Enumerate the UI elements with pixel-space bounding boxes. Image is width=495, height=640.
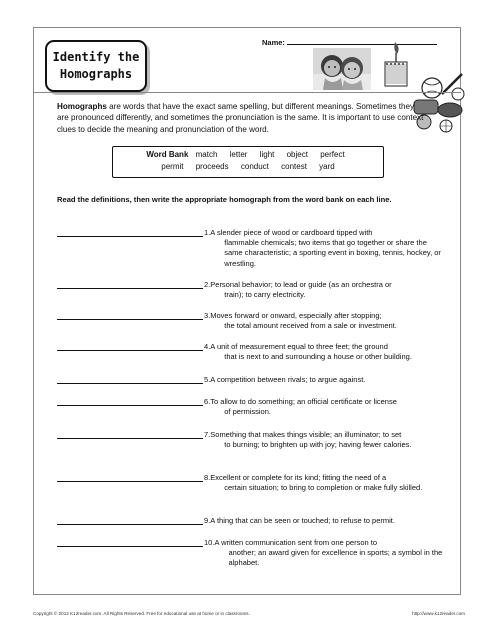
- answer-blank[interactable]: [57, 430, 203, 439]
- definition-text: [210, 342, 447, 362]
- definition-text: [210, 430, 447, 450]
- word-bank: [112, 146, 384, 178]
- answer-blank[interactable]: [57, 280, 203, 289]
- word-bank-label: Word Bank: [146, 150, 189, 159]
- name-blank-line[interactable]: [287, 44, 437, 45]
- definition-continuation: another; an award given for excellence in sports; a symbol in the alphabet.: [228, 548, 443, 568]
- definition-continuation: of permission.: [224, 407, 271, 417]
- definition-line-1: Something that makes things visible; an illuminator; to set: [210, 430, 402, 439]
- definition-line-1: A thing that can be seen or touched; to refuse to permit.: [210, 516, 395, 525]
- definition-item: [57, 430, 447, 450]
- definition-line-1: A unit of measurement equal to three feet; the ground: [210, 342, 388, 351]
- definition-item: [57, 516, 447, 526]
- children-photo: [313, 48, 371, 90]
- definition-line-1: Excellent or complete for its kind; fitting the need of a: [210, 473, 387, 482]
- definition-number: 9.: [204, 516, 211, 525]
- definition-number: 7.: [204, 430, 211, 439]
- definition-continuation: to burning; to brighten up with joy; having fewer calories.: [224, 440, 412, 450]
- definition-text: [210, 311, 447, 331]
- definition-item: [57, 342, 447, 362]
- definition-number: 4.: [204, 342, 211, 351]
- definition-line-1: A competition between rivals; to argue against.: [210, 375, 366, 384]
- word-bank-word: proceeds: [195, 161, 229, 171]
- intro-text: are words that have the exact same spelling, but different meanings. Sometimes they are pronounced differently, and sometimes the pronunciation is the same. It is important to use context clues to decide the meaning and pronunciation of the word.: [57, 102, 424, 134]
- intro-term: Homographs: [57, 102, 107, 111]
- word-bank-word: conduct: [240, 161, 269, 171]
- definition-line-1: Moves forward or onward, especially after stopping;: [210, 311, 382, 320]
- word-bank-word: object: [286, 150, 308, 159]
- word-bank-word: perfect: [320, 150, 345, 159]
- definition-text: [210, 516, 447, 526]
- word-bank-word: yard: [319, 161, 335, 171]
- definition-text: [210, 473, 447, 493]
- answer-blank[interactable]: [57, 473, 203, 482]
- definition-number: 10.: [204, 538, 215, 547]
- definition-continuation: flammable chemicals; two items that go together or share the same characteristic; a sporting event in boxing, tennis, hockey, or wrestling.: [224, 238, 441, 268]
- definition-text: [214, 538, 447, 569]
- word-bank-word: permit: [161, 161, 184, 171]
- definition-text: [210, 228, 447, 269]
- answer-blank[interactable]: [57, 342, 203, 351]
- answer-blank[interactable]: [57, 228, 203, 237]
- title-line-1: Identify the: [52, 50, 140, 64]
- footer-copyright: Copyright © 2012 K12reader.com. All Rights Reserved. Free for educational use at home or in classrooms.: [33, 611, 250, 616]
- word-bank-word: match: [195, 150, 218, 159]
- definition-item: [57, 538, 447, 569]
- answer-blank[interactable]: [57, 516, 203, 525]
- word-bank-row-1: [117, 149, 379, 161]
- answer-blank[interactable]: [57, 375, 203, 384]
- definition-line-1: A slender piece of wood or cardboard tipped with: [210, 228, 373, 237]
- definition-line-1: A written communication sent from one person to: [214, 538, 378, 547]
- definition-item: [57, 311, 447, 331]
- definition-number: 6.: [204, 397, 211, 406]
- definition-item: [57, 397, 447, 417]
- answer-blank[interactable]: [57, 311, 203, 320]
- definition-line-1: Personal behavior; to lead or guide (as an orchestra or: [210, 280, 392, 289]
- word-bank-row-2: [117, 161, 379, 173]
- header-divider: [33, 92, 461, 93]
- definition-continuation: train); to carry electricity.: [224, 290, 306, 300]
- footer-url[interactable]: http://www.k12reader.com: [412, 611, 465, 616]
- definition-text: [210, 397, 447, 417]
- definition-number: 1.: [204, 228, 211, 237]
- definition-item: [57, 473, 447, 493]
- definition-text: [210, 280, 447, 300]
- word-bank-word: contest: [281, 161, 307, 171]
- definition-continuation: the total amount received from a sale or investment.: [224, 321, 397, 331]
- word-bank-word: letter: [229, 150, 248, 159]
- matchbox-icon: [381, 40, 411, 90]
- definition-item: [57, 228, 447, 269]
- definition-number: 3.: [204, 311, 211, 320]
- name-label: Name:: [262, 38, 285, 47]
- answer-blank[interactable]: [57, 538, 203, 547]
- definition-text: [210, 375, 447, 385]
- definition-line-1: To allow to do something; an official certificate or license: [210, 397, 397, 406]
- definition-number: 2.: [204, 280, 211, 289]
- word-bank-word: light: [259, 150, 275, 159]
- intro-paragraph: [57, 101, 425, 135]
- definition-continuation: certain situation; to bring to completion or make fully skilled.: [224, 483, 423, 493]
- worksheet-title: [45, 40, 147, 92]
- definition-item: [57, 375, 447, 385]
- answer-blank[interactable]: [57, 397, 203, 406]
- title-line-2: Homographs: [59, 67, 133, 81]
- definition-continuation: that is next to and surrounding a house or other building.: [224, 352, 412, 362]
- definition-item: [57, 280, 447, 300]
- definition-number: 8.: [204, 473, 211, 482]
- definition-number: 5.: [204, 375, 211, 384]
- instructions: Read the definitions, then write the appropriate homograph from the word bank on each line.: [57, 195, 392, 204]
